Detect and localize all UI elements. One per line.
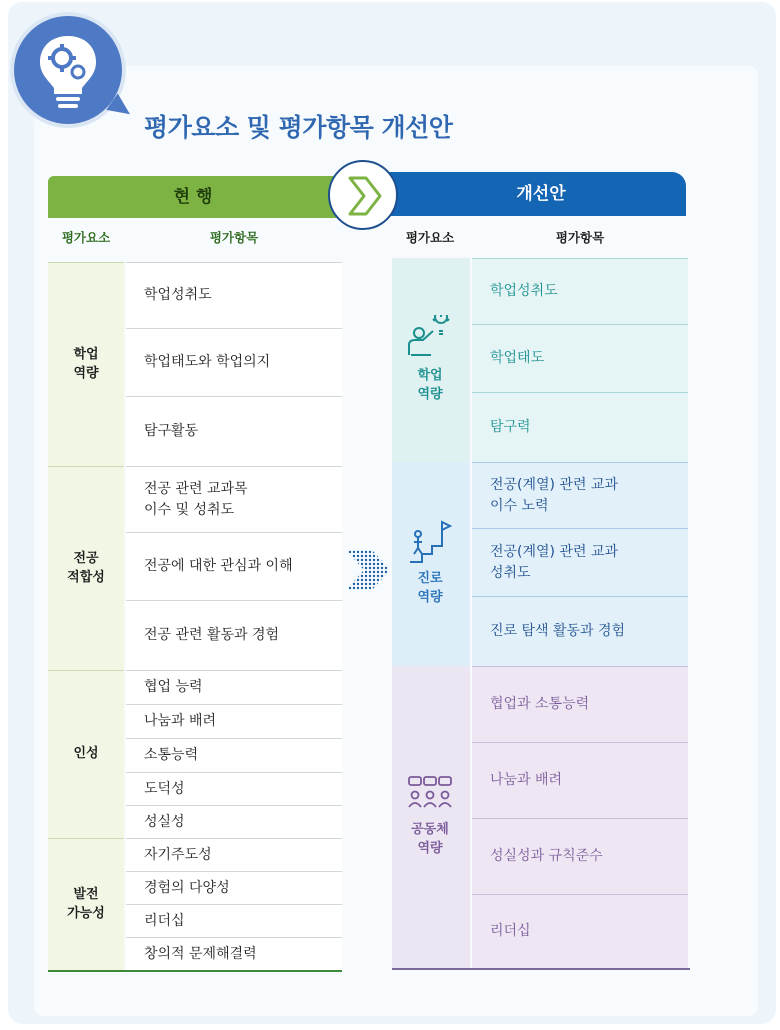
current-item: 협업 능력: [126, 670, 342, 704]
proposed-item-header: 평가항목: [555, 230, 605, 245]
proposed-category-label: 진로 역량: [417, 571, 443, 605]
current-item: 전공에 대한 관심과 이해: [126, 532, 342, 600]
proposed-category: [392, 462, 468, 666]
current-item: 자기주도성: [126, 838, 342, 871]
proposed-category: [392, 258, 468, 462]
proposed-category-label: 학업 역량: [417, 368, 443, 402]
current-category: 학업 역량: [48, 262, 124, 466]
current-item: 탐구활동: [126, 396, 342, 466]
proposed-item: 학업성취도: [472, 258, 688, 324]
current-item: 학업태도와 학업의지: [126, 328, 342, 396]
proposed-item: 전공(계열) 관련 교과 성취도: [472, 528, 688, 596]
current-header: 현 행: [48, 176, 358, 218]
proposed-item: 리더십: [472, 894, 688, 968]
proposed-category: [392, 666, 468, 968]
current-element-header: 평가요소: [61, 230, 111, 245]
current-item: 전공 관련 교과목 이수 및 성취도: [126, 466, 342, 532]
proposed-item: 협업과 소통능력: [472, 666, 688, 742]
current-item: 나눔과 배려: [126, 704, 342, 738]
current-category: 인성: [48, 670, 124, 838]
current-item: 학업성취도: [126, 262, 342, 328]
proposed-item: 탐구력: [472, 392, 688, 462]
current-category: 전공 적합성: [48, 466, 124, 670]
current-category: 발전 가능성: [48, 838, 124, 970]
lightbulb-gear-badge: [14, 16, 122, 124]
community-people-icon: [407, 775, 453, 815]
current-item: 도덕성: [126, 772, 342, 805]
current-item-header: 평가항목: [209, 230, 259, 245]
current-item: 경험의 다양성: [126, 871, 342, 904]
proposed-item: 나눔과 배려: [472, 742, 688, 818]
current-item: 전공 관련 활동과 경험: [126, 600, 342, 670]
dotted-arrow-icon: [344, 546, 394, 594]
current-item: 리더십: [126, 904, 342, 937]
proposed-item: 진로 탐색 활동과 경험: [472, 596, 688, 666]
stairs-flag-icon: [408, 520, 452, 564]
current-item: 창의적 문제해결력: [126, 937, 342, 970]
proposed-item: 학업태도: [472, 324, 688, 392]
lightbulb-gear-icon: [32, 30, 104, 114]
proposed-item: 전공(계열) 관련 교과 이수 노력: [472, 462, 688, 528]
proposed-category-label: 공동체 역량: [411, 822, 449, 856]
transition-arrow: [328, 160, 398, 230]
proposed-table-bottom-rule: [392, 968, 690, 970]
current-item: 소통능력: [126, 738, 342, 772]
proposed-header: 개선안: [384, 172, 686, 216]
proposed-element-header: 평가요소: [405, 230, 455, 245]
current-table-bottom-rule: [48, 970, 342, 972]
presenter-lightbulb-icon: [405, 315, 455, 361]
page-title: 평가요소 및 평가항목 개선안: [144, 113, 453, 142]
current-item: 성실성: [126, 805, 342, 838]
proposed-item: 성실성과 규칙준수: [472, 818, 688, 894]
chevron-right-icon: [344, 174, 384, 218]
